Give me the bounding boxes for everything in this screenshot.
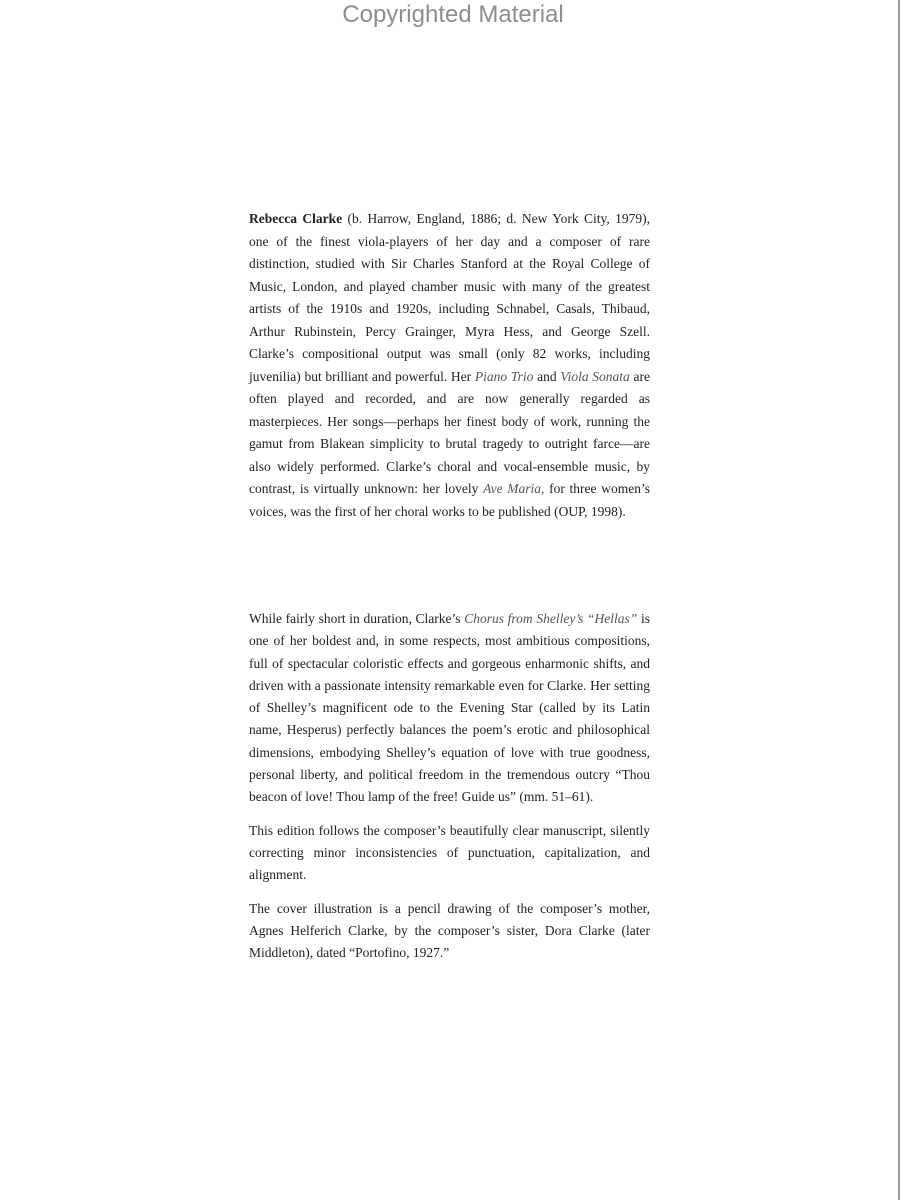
notes-text: is one of her boldest and, in some respects, most ambitious compositions, full of spectacular coloristic effects and gorgeous enharmonic shifts, and driven with a passionate intensity remarkable even for Clarke. Her setting of Shelley’s magnificent ode to the Evening Star (called by its Latin name, Hesperus) perfectly balances the poem’s erotic and philosophical dimensions, embodying Shelley’s equation of love with true goodness, personal liberty, and political freedom in the tremendous outcry “Thou beacon of love! Thou lamp of the free! Guide us” (mm. 51–61). xyxy=(249,611,651,805)
notes-text: While fairly short in duration, Clarke’s xyxy=(249,611,465,626)
notes-paragraph-work xyxy=(249,608,650,809)
composer-biography xyxy=(249,208,650,523)
edition-notes xyxy=(249,608,650,975)
biography-text: are often played and recorded, and are now generally regarded as masterpieces. Her songs—perhaps her finest body of work, running the gamut from Blakean simplicity to brutal tragedy to outright farce—are also widely performed. Clarke’s choral and vocal-ensemble music, by contrast, is virtually unknown: her lovely xyxy=(249,368,651,496)
work-title-viola-sonata: Viola Sonata xyxy=(560,368,630,384)
biography-text: and xyxy=(533,368,561,384)
biography-paragraph xyxy=(249,208,650,523)
work-title-ave-maria: Ave Maria, xyxy=(483,481,545,496)
composer-name: Rebecca Clarke xyxy=(249,211,343,226)
biography-text: (b. Harrow, England, 1886; d. New York City, 1979), one of the finest viola-players of her day and a composer of rare distinction, studied with Sir Charles Stanford at the Royal College of Music, London, and played chamber music with many of the greatest artists of the 1910s and 1920s, including Schnabel, Casals, Thibaud, Arthur Rubinstein, Percy Grainger, Myra Hess, and George Szell. Clarke’s compositional output was small (only 82 works, including juvenilia) but brilliant and powerful. Her xyxy=(249,211,650,384)
biography-text: for three women’s voices, was the first of her choral works to be published (OUP, 1998). xyxy=(249,481,650,519)
copyright-watermark: Copyrighted Material xyxy=(342,1,564,28)
notes-paragraph-edition: This edition follows the composer’s beautifully clear manuscript, silently correcting minor inconsistencies of punctuation, capitalization, and alignment. xyxy=(249,822,650,883)
work-title-piano-trio: Piano Trio xyxy=(474,368,534,384)
notes-paragraph-cover: The cover illustration is a pencil drawing of the composer’s mother, Agnes Helferich Clarke, by the composer’s sister, Dora Clarke (later Middleton), dated “Portofino, 1927.” xyxy=(249,900,650,961)
work-title-hellas: Chorus from Shelley’s “Hellas” xyxy=(464,611,638,626)
